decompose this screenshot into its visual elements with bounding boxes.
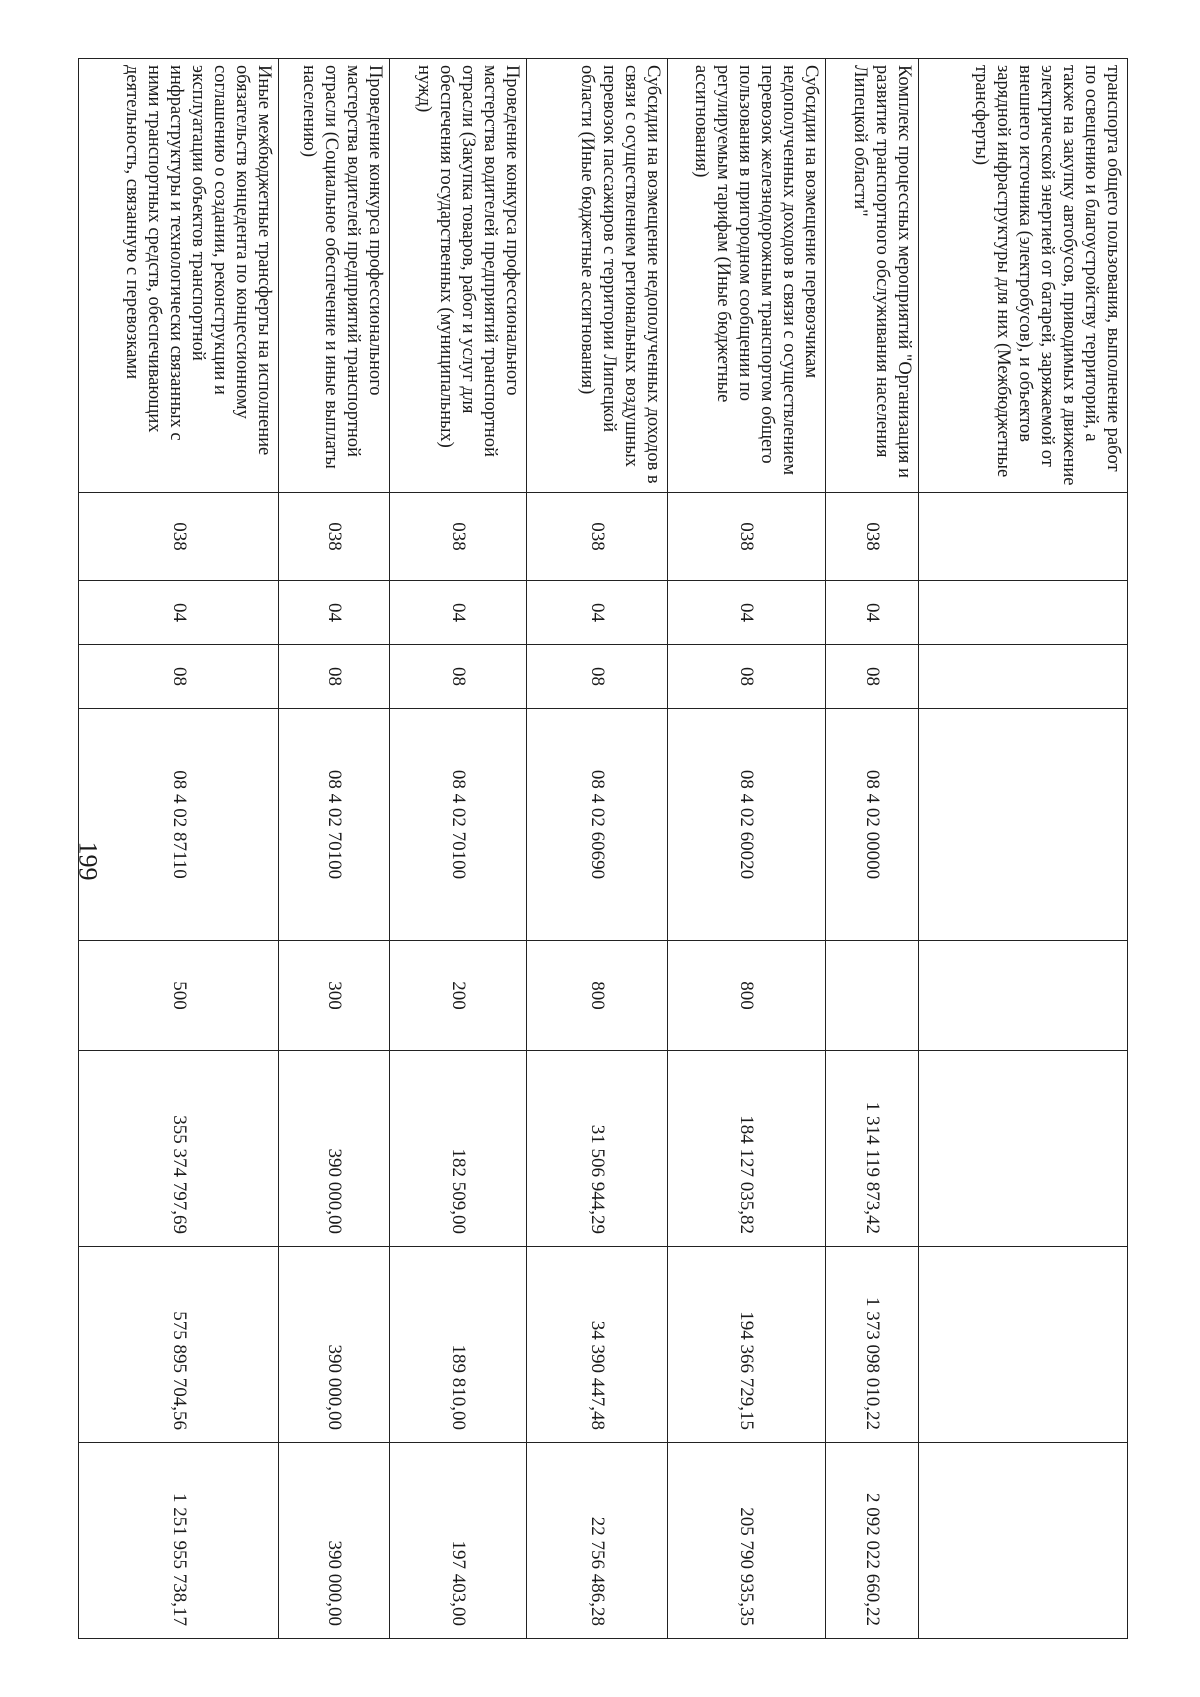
expense-type-code (918, 941, 1127, 1051)
section-code (918, 581, 1127, 645)
amount-year-1: 31 506 944,29 (526, 1051, 667, 1247)
expense-type-code (825, 941, 918, 1051)
expense-type-code: 500 (79, 941, 279, 1051)
row-description: Субсидии на возмещение недополученных доходов в связи с осуществлением региональных воздушных перевозок пассажиров с территории Липецкой области (Иные бюджетные ассигнования) (526, 59, 667, 493)
gov-code: 038 (825, 493, 918, 581)
target-article-code: 08 4 02 60020 (667, 709, 825, 941)
target-article-code: 08 4 02 70100 (390, 709, 526, 941)
expense-type-code: 200 (390, 941, 526, 1051)
amount-year-1: 182 509,00 (390, 1051, 526, 1247)
amount-year-3: 1 251 955 738,17 (79, 1443, 279, 1639)
amount-year-1: 355 374 797,69 (79, 1051, 279, 1247)
row-description: Проведение конкурса профессионального мастерства водителей предприятий транспортной отрасли (Закупка товаров, работ и услуг для обеспечения государственных (муниципальных) нужд) (390, 59, 526, 493)
row-description: транспорта общего пользования, выполнение работ по освещению и благоустройству территорий, а также на закупку автобусов, приводимых в движение электрической энергией от батарей, заряжаемой от внешнего источника (электробусов), и объектов зарядной инфраструктуры для них (Межбюджетные трансферты) (918, 59, 1127, 493)
amount-year-2: 194 366 729,15 (667, 1247, 825, 1443)
section-code: 04 (526, 581, 667, 645)
table-row (667, 59, 825, 1639)
amount-year-2: 575 895 704,56 (79, 1247, 279, 1443)
subsection-code: 08 (825, 645, 918, 709)
amount-year-1: 1 314 119 873,42 (825, 1051, 918, 1247)
amount-year-3: 197 403,00 (390, 1443, 526, 1639)
target-article-code: 08 4 02 87110 (79, 709, 279, 941)
table-row (918, 59, 1127, 1639)
amount-year-2: 34 390 447,48 (526, 1247, 667, 1443)
amount-year-2: 1 373 098 010,22 (825, 1247, 918, 1443)
expense-type-code: 800 (526, 941, 667, 1051)
subsection-code: 08 (279, 645, 390, 709)
target-article-code: 08 4 02 00000 (825, 709, 918, 941)
gov-code: 038 (79, 493, 279, 581)
amount-year-3: 22 756 486,28 (526, 1443, 667, 1639)
target-article-code: 08 4 02 70100 (279, 709, 390, 941)
amount-year-1 (918, 1051, 1127, 1247)
amount-year-3: 205 790 935,35 (667, 1443, 825, 1639)
subsection-code (918, 645, 1127, 709)
gov-code: 038 (279, 493, 390, 581)
budget-table-rotated (78, 58, 1128, 1638)
subsection-code: 08 (390, 645, 526, 709)
expense-type-code: 800 (667, 941, 825, 1051)
section-code: 04 (390, 581, 526, 645)
row-description: Субсидии на возмещение перевозчикам недополученных доходов в связи с осуществлением перевозок железнодорожным транспортом общего пользования в пригородном сообщении по регулируемым тарифам (Иные бюджетные ассигнования) (667, 59, 825, 493)
section-code: 04 (279, 581, 390, 645)
row-description: Иные межбюджетные трансферты на исполнение обязательств концедента по концессионному соглашению о создании, реконструкции и эксплуатации объектов транспортной инфраструктуры и технологически связанных с ними транспортных средств, обеспечивающих деятельность, связанную с перевозками (79, 59, 279, 493)
budget-table (78, 58, 1128, 1639)
section-code: 04 (825, 581, 918, 645)
table-row (825, 59, 918, 1639)
table-row (279, 59, 390, 1639)
amount-year-2: 189 810,00 (390, 1247, 526, 1443)
row-description: Проведение конкурса профессионального мастерства водителей предприятий транспортной отрасли (Социальное обеспечение и иные выплаты населению) (279, 59, 390, 493)
expense-type-code: 300 (279, 941, 390, 1051)
amount-year-3 (918, 1443, 1127, 1639)
table-row (526, 59, 667, 1639)
gov-code (918, 493, 1127, 581)
page-number: 199 (73, 841, 103, 881)
subsection-code: 08 (526, 645, 667, 709)
gov-code: 038 (390, 493, 526, 581)
amount-year-2 (918, 1247, 1127, 1443)
gov-code: 038 (526, 493, 667, 581)
section-code: 04 (79, 581, 279, 645)
target-article-code: 08 4 02 60690 (526, 709, 667, 941)
amount-year-2: 390 000,00 (279, 1247, 390, 1443)
amount-year-1: 390 000,00 (279, 1051, 390, 1247)
row-description: Комплекс процессных мероприятий "Организация и развитие транспортного обслуживания населения Липецкой области" (825, 59, 918, 493)
gov-code: 038 (667, 493, 825, 581)
table-row (390, 59, 526, 1639)
section-code: 04 (667, 581, 825, 645)
table-row (79, 59, 279, 1639)
amount-year-3: 390 000,00 (279, 1443, 390, 1639)
amount-year-3: 2 092 022 660,22 (825, 1443, 918, 1639)
amount-year-1: 184 127 035,82 (667, 1051, 825, 1247)
subsection-code: 08 (79, 645, 279, 709)
subsection-code: 08 (667, 645, 825, 709)
target-article-code (918, 709, 1127, 941)
